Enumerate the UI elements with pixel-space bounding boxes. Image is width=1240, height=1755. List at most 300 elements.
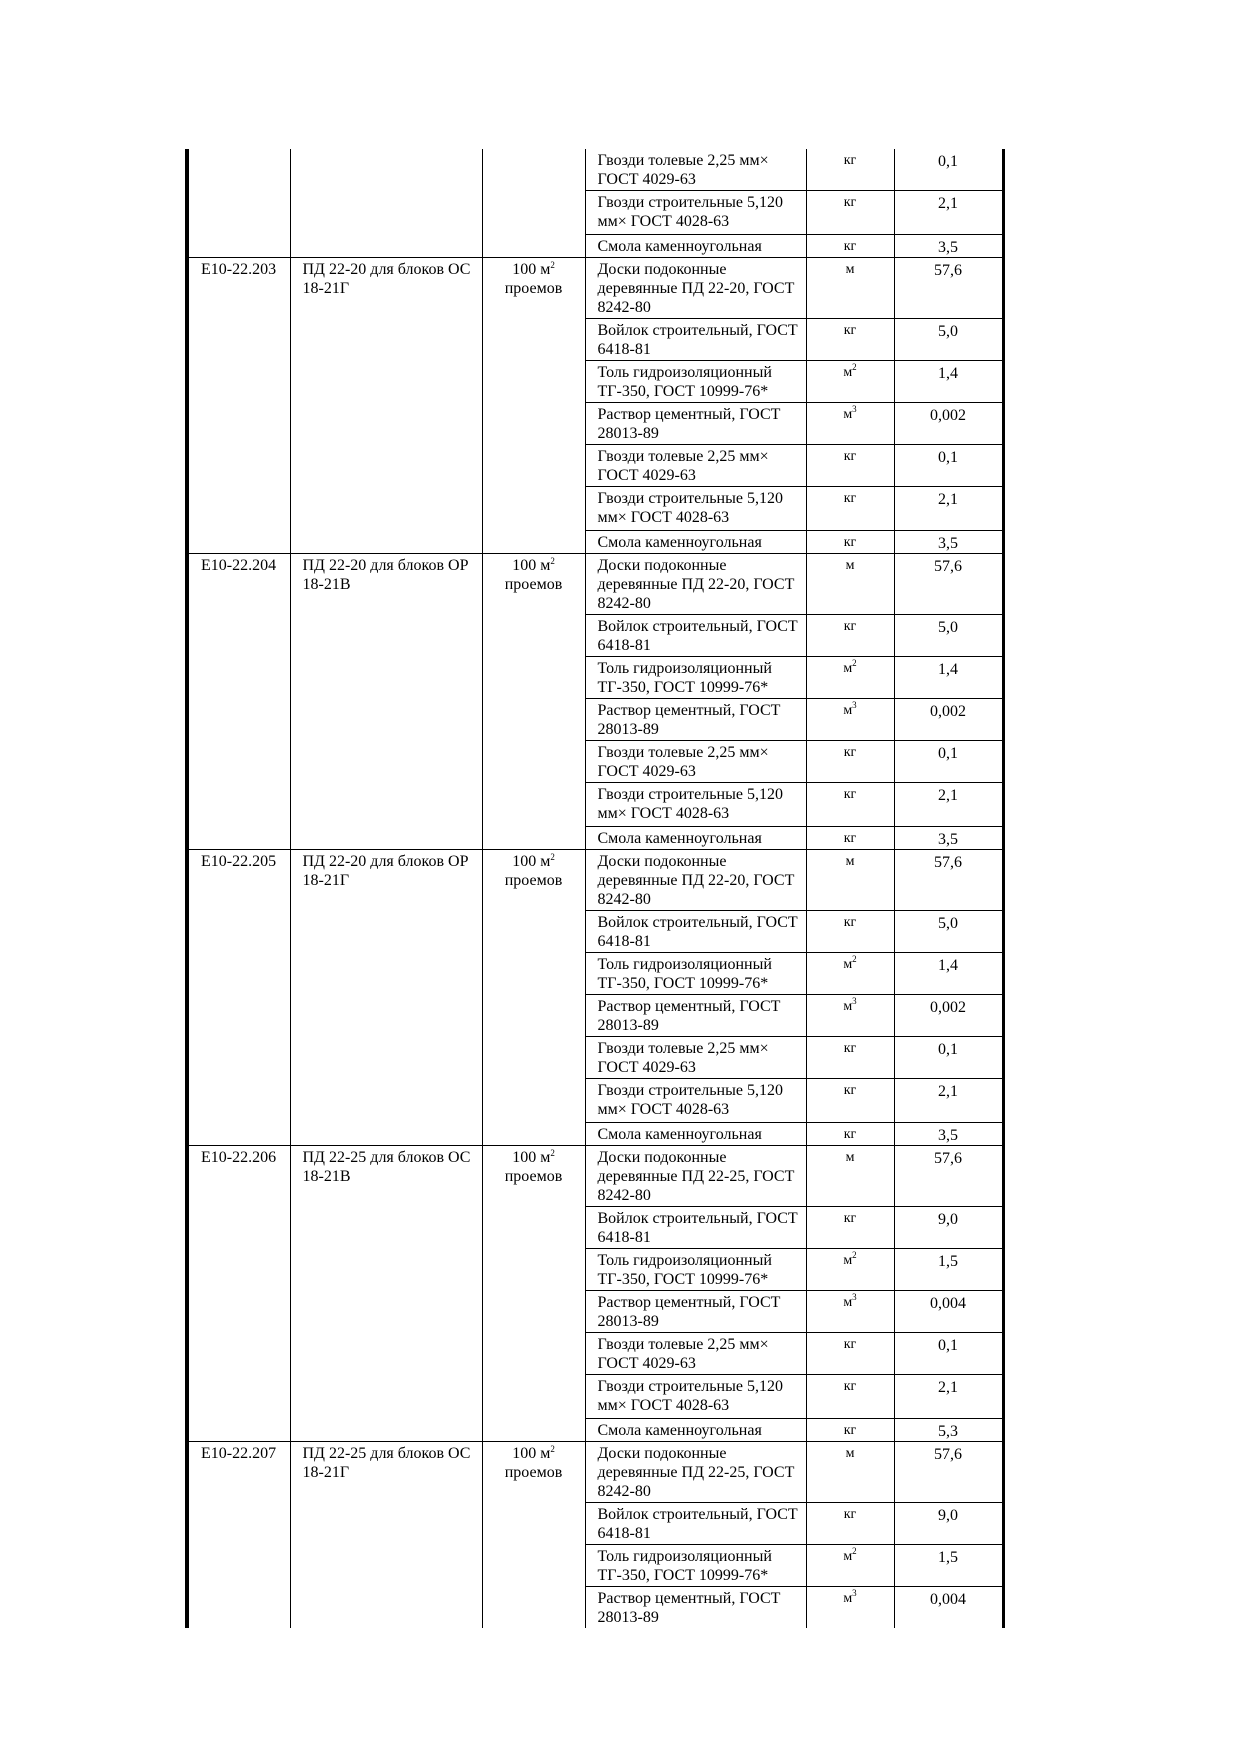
norm-unit-cell — [482, 1375, 585, 1419]
material-name-cell — [585, 361, 806, 403]
material-quantity: 0,1 — [938, 745, 958, 762]
material-name-cell — [585, 1503, 806, 1545]
norm-unit-cell — [482, 1249, 585, 1291]
norm-code-cell — [187, 911, 290, 953]
material-unit-superscript: 3 — [852, 700, 857, 710]
material-name-cell — [585, 1442, 806, 1503]
material-name: Войлок строительный, ГОСТ 6418-81 — [597, 322, 798, 358]
material-quantity-cell — [894, 1545, 1003, 1587]
material-name: Смола каменноугольная — [597, 534, 762, 551]
norm-name-cell — [290, 531, 482, 554]
material-quantity-cell — [894, 995, 1003, 1037]
material-unit-cell — [806, 1207, 894, 1249]
norm-unit-cell — [482, 319, 585, 361]
material-unit: м — [843, 1591, 853, 1606]
material-name-cell — [585, 258, 806, 319]
material-quantity-cell — [894, 487, 1003, 531]
material-unit-cell — [806, 319, 894, 361]
norm-name-cell — [290, 953, 482, 995]
material-quantity: 9,0 — [938, 1211, 958, 1228]
material-quantity-cell — [894, 319, 1003, 361]
material-name-cell — [585, 554, 806, 615]
material-name-cell — [585, 1545, 806, 1587]
norms-table-body — [187, 149, 1003, 1628]
material-name-cell — [585, 1419, 806, 1442]
norm-code-cell — [187, 1545, 290, 1587]
material-name-cell — [585, 445, 806, 487]
norm-unit-line2: проемов — [504, 872, 563, 889]
material-name-cell — [585, 699, 806, 741]
table-row — [187, 615, 1003, 657]
material-name: Войлок строительный, ГОСТ 6418-81 — [597, 914, 798, 950]
material-unit: кг — [843, 1507, 857, 1522]
norm-code-cell — [187, 554, 290, 615]
material-unit: м — [845, 262, 855, 277]
material-name-cell — [585, 1146, 806, 1207]
material-quantity: 3,5 — [938, 1127, 958, 1144]
material-quantity: 1,4 — [938, 957, 958, 974]
norm-code: Е10-22.205 — [201, 853, 277, 870]
material-quantity: 2,1 — [938, 491, 958, 508]
material-unit-superscript: 3 — [852, 404, 857, 414]
material-unit-superscript: 2 — [852, 658, 857, 668]
norm-name-cell — [290, 995, 482, 1037]
norm-name-cell — [290, 1419, 482, 1442]
material-quantity-cell — [894, 1207, 1003, 1249]
material-unit: м — [845, 1446, 855, 1461]
material-quantity: 57,6 — [934, 1150, 962, 1167]
table-row — [187, 850, 1003, 911]
norm-code-cell — [187, 319, 290, 361]
material-unit: м — [845, 558, 855, 573]
material-quantity: 0,002 — [930, 703, 966, 720]
norm-code-cell — [187, 1146, 290, 1207]
material-quantity-cell — [894, 615, 1003, 657]
material-unit-cell — [806, 1442, 894, 1503]
material-name: Гвозди строительные 5,120 мм× ГОСТ 4028-63 — [597, 490, 783, 526]
norm-code-cell — [187, 191, 290, 235]
material-name: Гвозди строительные 5,120 мм× ГОСТ 4028-63 — [597, 1378, 783, 1414]
norm-unit-cell — [482, 1333, 585, 1375]
norm-name-cell — [290, 615, 482, 657]
material-quantity: 5,0 — [938, 619, 958, 636]
material-quantity-cell — [894, 554, 1003, 615]
norm-name-cell — [290, 1123, 482, 1146]
norm-name-cell — [290, 783, 482, 827]
material-unit-cell — [806, 827, 894, 850]
material-name: Гвозди строительные 5,120 мм× ГОСТ 4028-63 — [597, 1082, 783, 1118]
material-name: Смола каменноугольная — [597, 1422, 762, 1439]
material-quantity: 5,0 — [938, 323, 958, 340]
table-row — [187, 911, 1003, 953]
material-name: Гвозди строительные 5,120 мм× ГОСТ 4028-63 — [597, 786, 783, 822]
material-unit-cell — [806, 1146, 894, 1207]
norm-unit: 100 м — [512, 853, 551, 870]
material-quantity-cell — [894, 1333, 1003, 1375]
material-name: Раствор цементный, ГОСТ 28013-89 — [597, 1590, 781, 1626]
norm-name-cell — [290, 554, 482, 615]
table-row — [187, 1587, 1003, 1629]
material-name-cell — [585, 1375, 806, 1419]
material-unit-cell — [806, 995, 894, 1037]
material-quantity: 57,6 — [934, 1446, 962, 1463]
material-quantity-cell — [894, 1123, 1003, 1146]
table-row — [187, 1146, 1003, 1207]
norm-code-cell — [187, 149, 290, 191]
material-quantity: 9,0 — [938, 1507, 958, 1524]
material-name: Толь гидроизоляционный ТГ-350, ГОСТ 10999-76* — [597, 660, 772, 696]
material-name-cell — [585, 953, 806, 995]
material-name-cell — [585, 1037, 806, 1079]
material-name: Войлок строительный, ГОСТ 6418-81 — [597, 618, 798, 654]
material-name: Раствор цементный, ГОСТ 28013-89 — [597, 406, 781, 442]
material-name-cell — [585, 827, 806, 850]
material-unit-cell — [806, 1587, 894, 1629]
norm-code-cell — [187, 783, 290, 827]
material-unit-cell — [806, 554, 894, 615]
norm-name-cell — [290, 191, 482, 235]
material-quantity: 2,1 — [938, 195, 958, 212]
norm-code-cell — [187, 1079, 290, 1123]
norm-name-cell — [290, 1037, 482, 1079]
norm-unit-cell — [482, 850, 585, 911]
table-row — [187, 741, 1003, 783]
norm-unit-cell — [482, 554, 585, 615]
norm-name-cell — [290, 1442, 482, 1503]
material-unit: кг — [843, 831, 857, 846]
norm-unit-cell — [482, 1545, 585, 1587]
material-name-cell — [585, 783, 806, 827]
norm-code-cell — [187, 487, 290, 531]
norm-name-cell — [290, 699, 482, 741]
material-name-cell — [585, 615, 806, 657]
material-quantity-cell — [894, 191, 1003, 235]
material-quantity-cell — [894, 1503, 1003, 1545]
material-unit: м — [843, 1295, 853, 1310]
table-row — [187, 445, 1003, 487]
material-quantity-cell — [894, 361, 1003, 403]
norm-unit-cell — [482, 1079, 585, 1123]
material-name: Толь гидроизоляционный ТГ-350, ГОСТ 10999-76* — [597, 1548, 772, 1584]
material-name: Гвозди толевые 2,25 мм× ГОСТ 4029-63 — [597, 152, 769, 188]
material-unit: кг — [843, 1211, 857, 1226]
norm-code-cell — [187, 258, 290, 319]
table-row — [187, 1333, 1003, 1375]
norm-name-cell — [290, 1375, 482, 1419]
material-name: Доски подоконные деревянные ПД 22-25, ГОСТ 8242-80 — [597, 1149, 795, 1204]
norm-code-cell — [187, 995, 290, 1037]
table-row — [187, 1037, 1003, 1079]
material-quantity-cell — [894, 1419, 1003, 1442]
material-unit-cell — [806, 1037, 894, 1079]
material-quantity: 57,6 — [934, 262, 962, 279]
norm-name: ПД 22-25 для блоков ОС 18-21В — [302, 1149, 471, 1185]
norm-unit-superscript: 2 — [550, 1444, 555, 1454]
table-row — [187, 827, 1003, 850]
material-quantity-cell — [894, 149, 1003, 191]
material-quantity-cell — [894, 783, 1003, 827]
material-unit-cell — [806, 258, 894, 319]
norm-code-cell — [187, 657, 290, 699]
norm-unit-cell — [482, 403, 585, 445]
material-unit-superscript: 2 — [852, 1250, 857, 1260]
material-quantity: 0,002 — [930, 999, 966, 1016]
norm-name-cell — [290, 487, 482, 531]
material-unit: кг — [843, 449, 857, 464]
material-name-cell — [585, 657, 806, 699]
material-quantity: 0,1 — [938, 1041, 958, 1058]
norm-code-cell — [187, 615, 290, 657]
material-name: Доски подоконные деревянные ПД 22-20, ГОСТ 8242-80 — [597, 261, 795, 316]
material-unit: кг — [843, 1041, 857, 1056]
norm-unit-cell — [482, 531, 585, 554]
material-unit-cell — [806, 1503, 894, 1545]
material-unit: м — [843, 703, 853, 718]
norm-code-cell — [187, 1291, 290, 1333]
norm-name-cell — [290, 657, 482, 699]
table-row — [187, 1545, 1003, 1587]
material-unit: кг — [843, 915, 857, 930]
norm-code-cell — [187, 1207, 290, 1249]
norm-name-cell — [290, 235, 482, 258]
norm-name-cell — [290, 850, 482, 911]
material-unit-cell — [806, 1419, 894, 1442]
material-unit: м — [845, 1150, 855, 1165]
material-quantity-cell — [894, 827, 1003, 850]
material-name-cell — [585, 319, 806, 361]
material-unit-cell — [806, 149, 894, 191]
material-unit: м — [843, 365, 853, 380]
material-unit: кг — [843, 535, 857, 550]
norm-name-cell — [290, 911, 482, 953]
material-name-cell — [585, 1079, 806, 1123]
material-unit: кг — [843, 787, 857, 802]
material-name-cell — [585, 1333, 806, 1375]
material-quantity-cell — [894, 911, 1003, 953]
norm-name-cell — [290, 1503, 482, 1545]
material-name-cell — [585, 1249, 806, 1291]
table-row — [187, 1375, 1003, 1419]
material-name-cell — [585, 403, 806, 445]
norm-unit-cell — [482, 699, 585, 741]
material-unit-cell — [806, 1333, 894, 1375]
norm-name: ПД 22-20 для блоков ОР 18-21Г — [302, 853, 469, 889]
material-quantity-cell — [894, 1249, 1003, 1291]
norm-name-cell — [290, 827, 482, 850]
table-row — [187, 554, 1003, 615]
table-row — [187, 995, 1003, 1037]
material-name: Гвозди толевые 2,25 мм× ГОСТ 4029-63 — [597, 1040, 769, 1076]
material-quantity: 3,5 — [938, 239, 958, 256]
material-quantity-cell — [894, 1146, 1003, 1207]
norm-name-cell — [290, 149, 482, 191]
table-row — [187, 1419, 1003, 1442]
norm-name-cell — [290, 1249, 482, 1291]
material-quantity: 5,3 — [938, 1423, 958, 1440]
norm-name-cell — [290, 1587, 482, 1629]
material-name: Войлок строительный, ГОСТ 6418-81 — [597, 1506, 798, 1542]
material-unit-cell — [806, 850, 894, 911]
material-quantity-cell — [894, 1037, 1003, 1079]
material-unit-superscript: 2 — [852, 954, 857, 964]
norms-document — [185, 149, 1001, 1626]
material-name-cell — [585, 149, 806, 191]
material-name: Смола каменноугольная — [597, 1126, 762, 1143]
material-name: Раствор цементный, ГОСТ 28013-89 — [597, 702, 781, 738]
norm-code-cell — [187, 741, 290, 783]
material-unit-cell — [806, 911, 894, 953]
table-row — [187, 1291, 1003, 1333]
material-quantity-cell — [894, 235, 1003, 258]
norm-unit-line2: проемов — [504, 576, 563, 593]
material-unit-cell — [806, 1291, 894, 1333]
material-unit-superscript: 2 — [852, 362, 857, 372]
norm-unit-cell — [482, 235, 585, 258]
norm-unit-cell — [482, 1207, 585, 1249]
material-quantity: 1,4 — [938, 365, 958, 382]
material-quantity-cell — [894, 403, 1003, 445]
norm-name-cell — [290, 1146, 482, 1207]
norm-unit: 100 м — [512, 1445, 551, 1462]
material-unit-cell — [806, 191, 894, 235]
material-name-cell — [585, 911, 806, 953]
material-name-cell — [585, 1123, 806, 1146]
material-unit-cell — [806, 531, 894, 554]
material-quantity-cell — [894, 531, 1003, 554]
norm-unit-superscript: 2 — [550, 852, 555, 862]
norm-name-cell — [290, 1333, 482, 1375]
material-name: Смола каменноугольная — [597, 238, 762, 255]
material-quantity: 0,002 — [930, 407, 966, 424]
material-unit: кг — [843, 195, 857, 210]
norm-code-cell — [187, 1333, 290, 1375]
norm-unit-cell — [482, 1442, 585, 1503]
norm-code-cell — [187, 1375, 290, 1419]
material-unit: кг — [843, 1379, 857, 1394]
material-name-cell — [585, 1587, 806, 1629]
material-unit: м — [843, 661, 853, 676]
material-name-cell — [585, 191, 806, 235]
norm-code-cell — [187, 827, 290, 850]
material-name: Гвозди строительные 5,120 мм× ГОСТ 4028-63 — [597, 194, 783, 230]
material-unit: кг — [843, 1337, 857, 1352]
norm-code-cell — [187, 1249, 290, 1291]
norm-code-cell — [187, 1419, 290, 1442]
norm-name-cell — [290, 361, 482, 403]
material-unit: кг — [843, 1083, 857, 1098]
norm-code-cell — [187, 235, 290, 258]
material-unit: кг — [843, 619, 857, 634]
norm-unit-line2: проемов — [504, 1464, 563, 1481]
norm-name-cell — [290, 1545, 482, 1587]
norm-code-cell — [187, 1442, 290, 1503]
material-unit-cell — [806, 403, 894, 445]
material-unit-cell — [806, 699, 894, 741]
norm-unit-superscript: 2 — [550, 260, 555, 270]
material-quantity-cell — [894, 1442, 1003, 1503]
material-unit: кг — [843, 1423, 857, 1438]
material-unit: м — [843, 1253, 853, 1268]
norm-name: ПД 22-20 для блоков ОС 18-21Г — [302, 261, 471, 297]
norm-name-cell — [290, 258, 482, 319]
material-unit: м — [843, 999, 853, 1014]
material-name-cell — [585, 850, 806, 911]
material-unit-cell — [806, 1545, 894, 1587]
material-name: Гвозди толевые 2,25 мм× ГОСТ 4029-63 — [597, 448, 769, 484]
norm-unit-cell — [482, 657, 585, 699]
norm-name-cell — [290, 319, 482, 361]
material-unit-cell — [806, 1123, 894, 1146]
norm-unit-cell — [482, 995, 585, 1037]
norm-unit-cell — [482, 1291, 585, 1333]
material-name: Гвозди толевые 2,25 мм× ГОСТ 4029-63 — [597, 1336, 769, 1372]
material-unit: м — [843, 407, 853, 422]
norm-unit-cell — [482, 1419, 585, 1442]
norm-unit-superscript: 2 — [550, 556, 555, 566]
material-quantity-cell — [894, 1375, 1003, 1419]
table-row — [187, 487, 1003, 531]
norm-code-cell — [187, 1037, 290, 1079]
norm-code-cell — [187, 953, 290, 995]
material-quantity-cell — [894, 953, 1003, 995]
table-row — [187, 403, 1003, 445]
table-row — [187, 258, 1003, 319]
table-row — [187, 319, 1003, 361]
norm-unit: 100 м — [512, 261, 551, 278]
norm-code-cell — [187, 850, 290, 911]
norm-code-cell — [187, 1123, 290, 1146]
material-name: Раствор цементный, ГОСТ 28013-89 — [597, 998, 781, 1034]
material-quantity: 3,5 — [938, 831, 958, 848]
material-unit-cell — [806, 361, 894, 403]
material-name-cell — [585, 235, 806, 258]
norm-unit-superscript: 2 — [550, 1148, 555, 1158]
material-quantity: 5,0 — [938, 915, 958, 932]
material-quantity: 1,5 — [938, 1549, 958, 1566]
material-quantity: 2,1 — [938, 1379, 958, 1396]
norm-code-cell — [187, 445, 290, 487]
material-quantity-cell — [894, 657, 1003, 699]
norm-unit: 100 м — [512, 557, 551, 574]
norm-code-cell — [187, 531, 290, 554]
material-unit-cell — [806, 235, 894, 258]
norm-code: Е10-22.206 — [201, 1149, 277, 1166]
material-quantity: 0,004 — [930, 1591, 966, 1608]
norm-unit-cell — [482, 1146, 585, 1207]
norm-unit-cell — [482, 741, 585, 783]
norm-unit-cell — [482, 953, 585, 995]
norm-unit-line2: проемов — [504, 280, 563, 297]
table-row — [187, 1079, 1003, 1123]
table-row — [187, 531, 1003, 554]
material-name-cell — [585, 995, 806, 1037]
material-quantity: 1,4 — [938, 661, 958, 678]
norm-code: Е10-22.204 — [201, 557, 277, 574]
material-name: Доски подоконные деревянные ПД 22-20, ГОСТ 8242-80 — [597, 853, 795, 908]
material-name-cell — [585, 1291, 806, 1333]
norm-name-cell — [290, 741, 482, 783]
norm-code-cell — [187, 403, 290, 445]
material-name: Войлок строительный, ГОСТ 6418-81 — [597, 1210, 798, 1246]
material-unit-cell — [806, 487, 894, 531]
material-name: Раствор цементный, ГОСТ 28013-89 — [597, 1294, 781, 1330]
material-unit-superscript: 2 — [852, 1546, 857, 1556]
material-quantity-cell — [894, 1587, 1003, 1629]
table-row — [187, 699, 1003, 741]
material-quantity: 0,004 — [930, 1295, 966, 1312]
material-quantity-cell — [894, 1079, 1003, 1123]
material-name: Смола каменноугольная — [597, 830, 762, 847]
